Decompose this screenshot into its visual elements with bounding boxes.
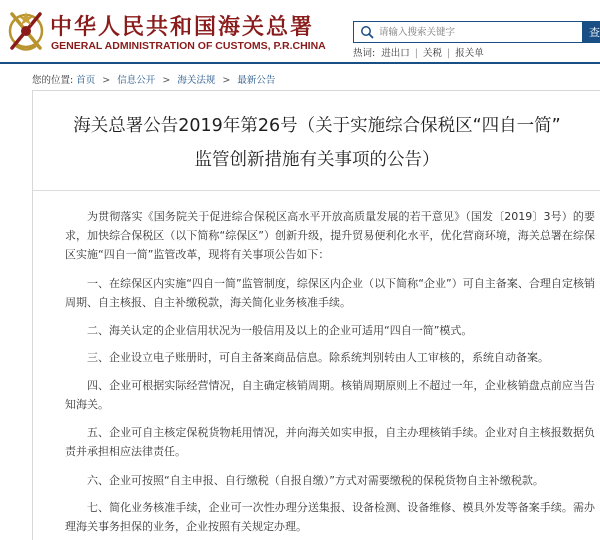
- search-input[interactable]: [374, 23, 544, 41]
- article-title-line1: 海关总署公告2019年第26号（关于实施综合保税区“四自一简”: [73, 116, 561, 136]
- breadcrumb: [32, 72, 275, 86]
- customs-emblem-icon: [6, 8, 46, 54]
- hotword-link[interactable]: 进出口: [381, 48, 410, 59]
- breadcrumb-separator: >: [102, 75, 111, 86]
- site-header: [0, 0, 600, 62]
- breadcrumb-regulations[interactable]: 海关法规: [177, 75, 216, 86]
- breadcrumb-separator: >: [162, 75, 171, 86]
- nav-bar: [0, 62, 600, 64]
- hotwords-bar: [353, 45, 487, 59]
- article-paragraph: 四、企业可根据实际经营情况，自主确定核销周期。核销周期原则上不超过一年，企业核销盘点前应当告知海关。: [65, 379, 595, 411]
- breadcrumb-latest-notices[interactable]: 最新公告: [237, 75, 276, 86]
- search-button[interactable]: 查: [583, 21, 600, 43]
- breadcrumb-prefix: 您的位置:: [32, 75, 74, 86]
- search-box: [353, 21, 583, 43]
- article-container: [32, 90, 600, 540]
- hotword-link[interactable]: 关税: [422, 48, 442, 59]
- article-paragraph: 七、简化业务核准手续，企业可一次性办理分送集报、设备检测、设备维修、模具外发等备案手续。需办理海关事务担保的业务，企业按照有关规定办理。: [65, 501, 595, 533]
- hotwords-label: 热词:: [353, 48, 376, 59]
- title-divider: [33, 190, 600, 191]
- search-icon: [360, 25, 374, 39]
- site-title-en[interactable]: GENERAL ADMINISTRATION OF CUSTOMS, P.R.CHINA: [51, 40, 326, 52]
- site-title-cn[interactable]: 中华人民共和国海关总署: [50, 14, 315, 40]
- hotword-separator: |: [414, 48, 418, 59]
- article-title-line2: 监管创新措施有关事项的公告）: [194, 150, 440, 170]
- breadcrumb-home[interactable]: 首页: [76, 75, 96, 86]
- article-paragraph: 六、企业可按照“自主申报、自行缴税（自报自缴）”方式对需要缴税的保税货物自主补缴税款。: [87, 474, 544, 487]
- article-paragraph: 二、海关认定的企业信用状况为一般信用及以上的企业可适用“四自一简”模式。: [87, 324, 473, 337]
- article-paragraph: 五、企业可自主核定保税货物耗用情况，并向海关如实申报，自主办理核销手续。企业对自主核报数据负责并承担相应法律责任。: [65, 426, 595, 458]
- article-paragraph: 三、企业设立电子账册时，可自主备案商品信息。除系统判别转由人工审核的，系统自动备案。: [87, 351, 549, 364]
- article-paragraph: 一、在综保区内实施“四自一简”监管制度，综保区内企业（以下简称“企业”）可自主备案、合理自定核销周期、自主核报、自主补缴税款，海关简化业务核准手续。: [65, 277, 595, 309]
- breadcrumb-info-public[interactable]: 信息公开: [117, 75, 156, 86]
- article-paragraph: 为贯彻落实《国务院关于促进综合保税区高水平开放高质量发展的若干意见》（国发〔2019〕3号）的要求，加快综合保税区（以下简称“综保区”）创新升级，提升贸易便利化水平，优化营商环境，海关总署在综保区实施“四自一简”监管改革，现将有关事项公告如下：: [65, 210, 595, 261]
- hotword-separator: |: [447, 48, 451, 59]
- hotword-link[interactable]: 报关单: [455, 48, 484, 59]
- breadcrumb-separator: >: [222, 75, 231, 86]
